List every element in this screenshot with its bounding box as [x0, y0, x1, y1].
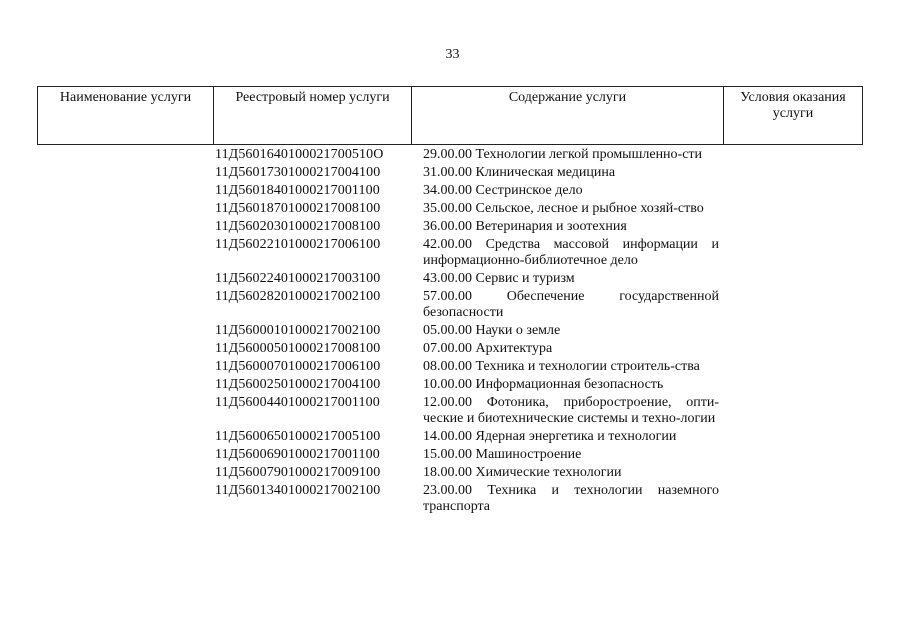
table-row — [37, 321, 863, 339]
service-content: 12.00.00 Фотоника, приборостроение, опти-ческие и биотехнические системы и техно-логии — [423, 395, 719, 426]
registry-number: 11Д56020301000217008100 — [215, 219, 381, 234]
registry-number: 11Д56007901000217009100 — [215, 465, 381, 480]
service-content: 34.00.00 Сестринское дело — [423, 183, 583, 198]
service-content: 43.00.00 Сервис и туризм — [423, 271, 575, 286]
header-service-content: Содержание услуги — [412, 87, 724, 144]
table-row — [37, 199, 863, 217]
page-number: 33 — [445, 47, 460, 62]
table-row — [37, 181, 863, 199]
table-row — [37, 217, 863, 235]
registry-number: 11Д56000101000217002100 — [215, 323, 381, 338]
registry-number: 11Д56028201000217002100 — [215, 289, 381, 304]
service-content: 35.00.00 Сельское, лесное и рыбное хозяй-ство — [423, 201, 704, 216]
service-content: 05.00.00 Науки о земле — [423, 323, 561, 338]
table-row — [37, 481, 863, 515]
header-registry-number: Реестровый номер услуги — [214, 87, 412, 144]
registry-number: 11Д56000501000217008100 — [215, 341, 381, 356]
services-table — [37, 86, 863, 515]
registry-number: 11Д56006501000217005100 — [215, 429, 381, 444]
registry-number: 11Д56000701000217006100 — [215, 359, 381, 374]
registry-number: 11Д56018401000217001100 — [215, 183, 380, 198]
service-content: 31.00.00 Клиническая медицина — [423, 165, 616, 180]
service-content: 15.00.00 Машиностроение — [423, 447, 582, 462]
table-body — [37, 145, 863, 515]
service-content: 10.00.00 Информационная безопасность — [423, 377, 664, 392]
table-row — [37, 163, 863, 181]
registry-number: 11Д56002501000217004100 — [215, 377, 381, 392]
service-content: 42.00.00 Средства массовой информации и информационно-библиотечное дело — [423, 237, 719, 268]
registry-number: 11Д56017301000217004100 — [215, 165, 381, 180]
registry-number: 11Д5601640100021700510О — [215, 147, 384, 162]
table-row — [37, 427, 863, 445]
registry-number: 11Д56006901000217001100 — [215, 447, 380, 462]
registry-number: 11Д56022101000217006100 — [215, 237, 381, 252]
registry-number: 11Д56018701000217008100 — [215, 201, 381, 216]
header-service-name: Наименование услуги — [38, 87, 214, 144]
registry-number: 11Д56013401000217002100 — [215, 483, 381, 498]
table-row — [37, 269, 863, 287]
service-content: 08.00.00 Техника и технологии строитель-ства — [423, 359, 700, 374]
table-row — [37, 287, 863, 321]
table-row — [37, 339, 863, 357]
service-content: 57.00.00 Обеспечение государственной безопасности — [423, 289, 719, 320]
table-row — [37, 235, 863, 269]
table-row — [37, 463, 863, 481]
service-content: 07.00.00 Архитектура — [423, 341, 553, 356]
table-row — [37, 145, 863, 163]
table-row — [37, 357, 863, 375]
service-content: 14.00.00 Ядерная энергетика и технологии — [423, 429, 677, 444]
service-content: 18.00.00 Химические технологии — [423, 465, 622, 480]
table-row — [37, 375, 863, 393]
service-content: 36.00.00 Ветеринария и зоотехния — [423, 219, 627, 234]
table-row — [37, 393, 863, 427]
service-content: 29.00.00 Технологии легкой промышленно-сти — [423, 147, 703, 162]
table-row — [37, 445, 863, 463]
registry-number: 11Д56022401000217003100 — [215, 271, 381, 286]
registry-number: 11Д56004401000217001100 — [215, 395, 380, 410]
service-content: 23.00.00 Техника и технологии наземного транспорта — [423, 483, 719, 514]
table-header — [37, 86, 863, 145]
header-service-conditions: Условия оказания услуги — [740, 90, 846, 121]
